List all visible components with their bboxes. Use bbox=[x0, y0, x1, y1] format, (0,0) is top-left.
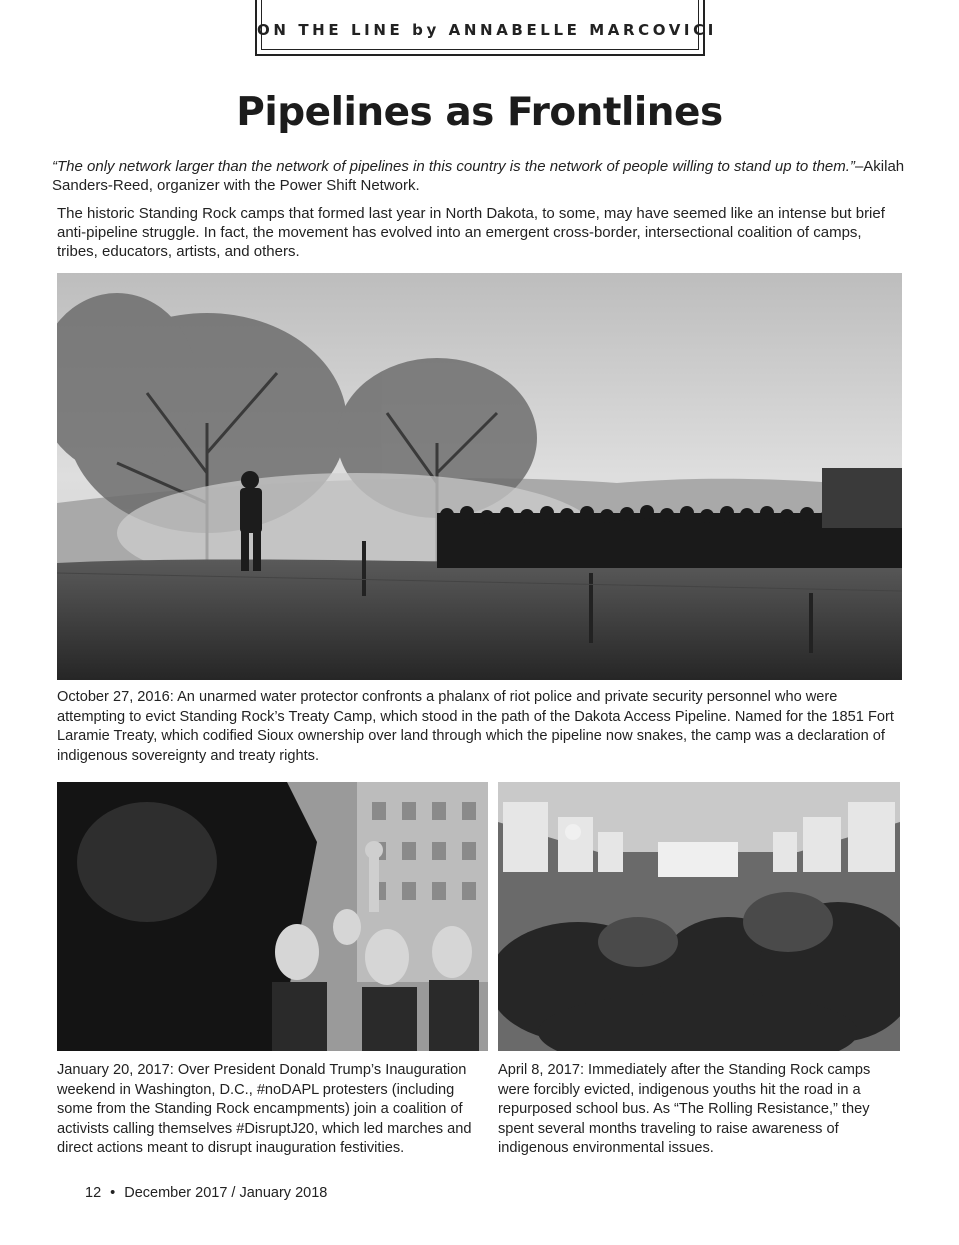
issue-date: December 2017 / January 2018 bbox=[124, 1185, 328, 1201]
pull-quote-attribution: –Akilah Sanders-Reed, organizer with the Power Shift Network. bbox=[52, 158, 905, 194]
photo-treaty-camp bbox=[57, 273, 902, 680]
intro-paragraph: The historic Standing Rock camps that formed last year in North Dakota, to some, may have seemed like an intense but brief anti-pipeline struggle. In fact, the movement has evolved into an emergent cross-border, intersectional coalition of camps, tribes, educators, artists, and others. bbox=[57, 205, 885, 260]
pull-quote-text: “The only network larger than the network of pipelines in this country is the network of people willing to stand up to them.” bbox=[52, 158, 855, 175]
pull-quote bbox=[52, 157, 944, 195]
photo-rolling-resistance-bus bbox=[498, 782, 900, 1051]
photo-caption-treaty-camp: October 27, 2016: An unarmed water protector confronts a phalanx of riot police and private security personnel who were attempting to evict Standing Rock’s Treaty Camp, which stood in the path of the Dakota Access Pipeline. Named for the 1851 Fort Laramie Treaty, which codified Sioux ownership over land through which the pipeline now snakes, the camp was a declaration of indigenous sovereignty and treaty rights. bbox=[57, 689, 894, 764]
page-footer bbox=[85, 1185, 327, 1201]
column-label: ON THE LINE by ANNABELLE MARCOVICI bbox=[257, 21, 717, 39]
footer-separator: • bbox=[110, 1185, 116, 1201]
photo-caption-disruptj20: January 20, 2017: Over President Donald Trump’s Inauguration weekend in Washington, D.C., #noDAPL protesters (including some from the Standing Rock encampments) join a coalition of activists calling themselves #DisruptJ20, which led marches and direct actions meant to disrupt inauguration festivities. bbox=[57, 1062, 472, 1156]
column-header-box bbox=[255, 0, 717, 56]
photo-disruptj20-protest bbox=[57, 782, 488, 1051]
photo-caption-rolling-resistance: April 8, 2017: Immediately after the Standing Rock camps were forcibly evicted, indigenous youths hit the road in a repurposed school bus. As “The Rolling Resistance,” they spent several months traveling to raise awareness of indigenous environmental issues. bbox=[498, 1062, 871, 1156]
article-title: Pipelines as Frontlines bbox=[236, 90, 723, 135]
page-number: 12 bbox=[85, 1185, 102, 1201]
